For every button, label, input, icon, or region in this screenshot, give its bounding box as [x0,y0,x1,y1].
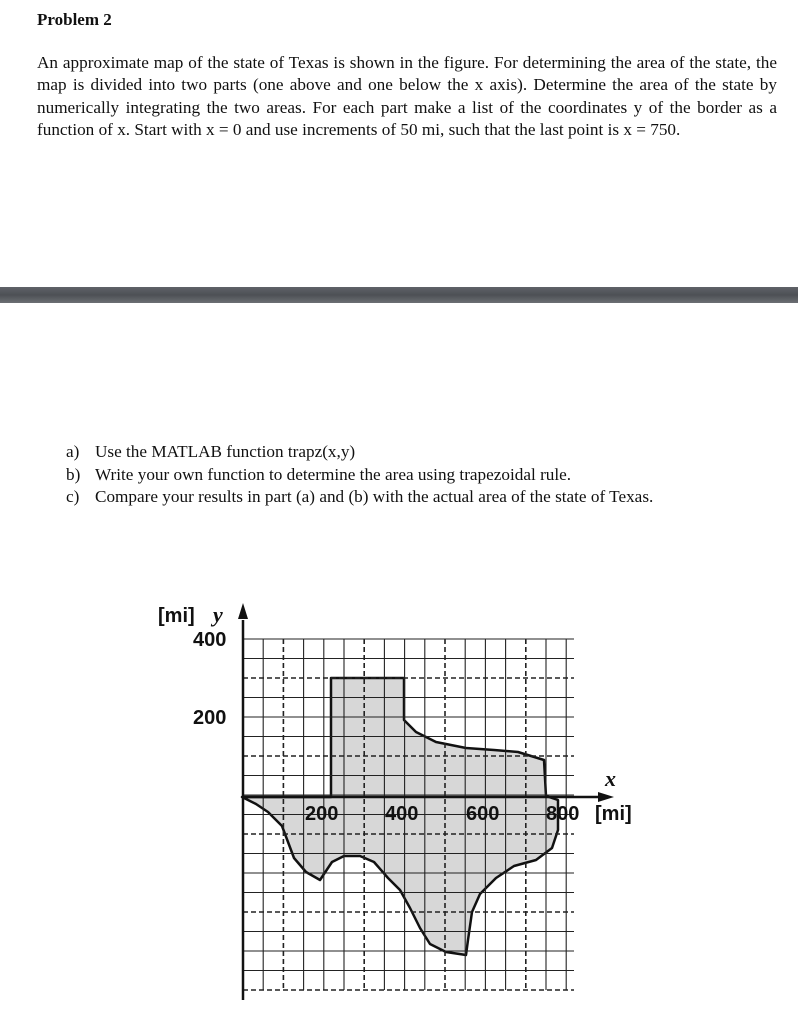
x-axis-arrow-icon [598,792,614,802]
x-axis-variable: x [605,766,616,791]
task-text: Use the MATLAB function trapz(x,y) [95,442,356,461]
task-item-b [66,464,653,487]
task-item-a [66,441,653,464]
texas-map-svg [0,590,798,1010]
problem-statement: An approximate map of the state of Texas is shown in the figure. For determining the area of the state, the map is divided into two parts (one above and one below the x axis). Determine the area of the state by numerically integrating the two areas. For each part make a list of the coordinates y of the border as a function of x. Start with x = 0 and use increments of 50 mi, such that the last point is x = 750. [37,53,777,139]
page-divider [0,287,798,303]
task-item-c [66,486,653,509]
x-tick-label: 200 [305,803,339,825]
x-tick-label: 600 [466,803,500,825]
task-text: Compare your results in part (a) and (b) with the actual area of the state of Texas. [95,487,654,506]
texas-map-figure [0,590,798,1010]
task-marker: b) [66,464,81,484]
x-tick-label: 400 [385,803,419,825]
y-unit-label: [mi] [158,605,195,627]
y-axis-variable: y [213,602,223,627]
y-tick-label: 200 [193,707,227,729]
task-marker: a) [66,442,80,461]
task-list [66,441,653,509]
y-tick-label: 400 [193,629,227,651]
x-unit-label: [mi] [595,803,632,825]
x-tick-label: 800 [546,803,580,825]
task-marker: c) [66,487,80,506]
problem-title: Problem 2 [37,10,112,29]
task-text: Write your own function to determine the area using trapezoidal rule. [95,464,572,484]
y-axis-arrow-icon [238,603,248,619]
